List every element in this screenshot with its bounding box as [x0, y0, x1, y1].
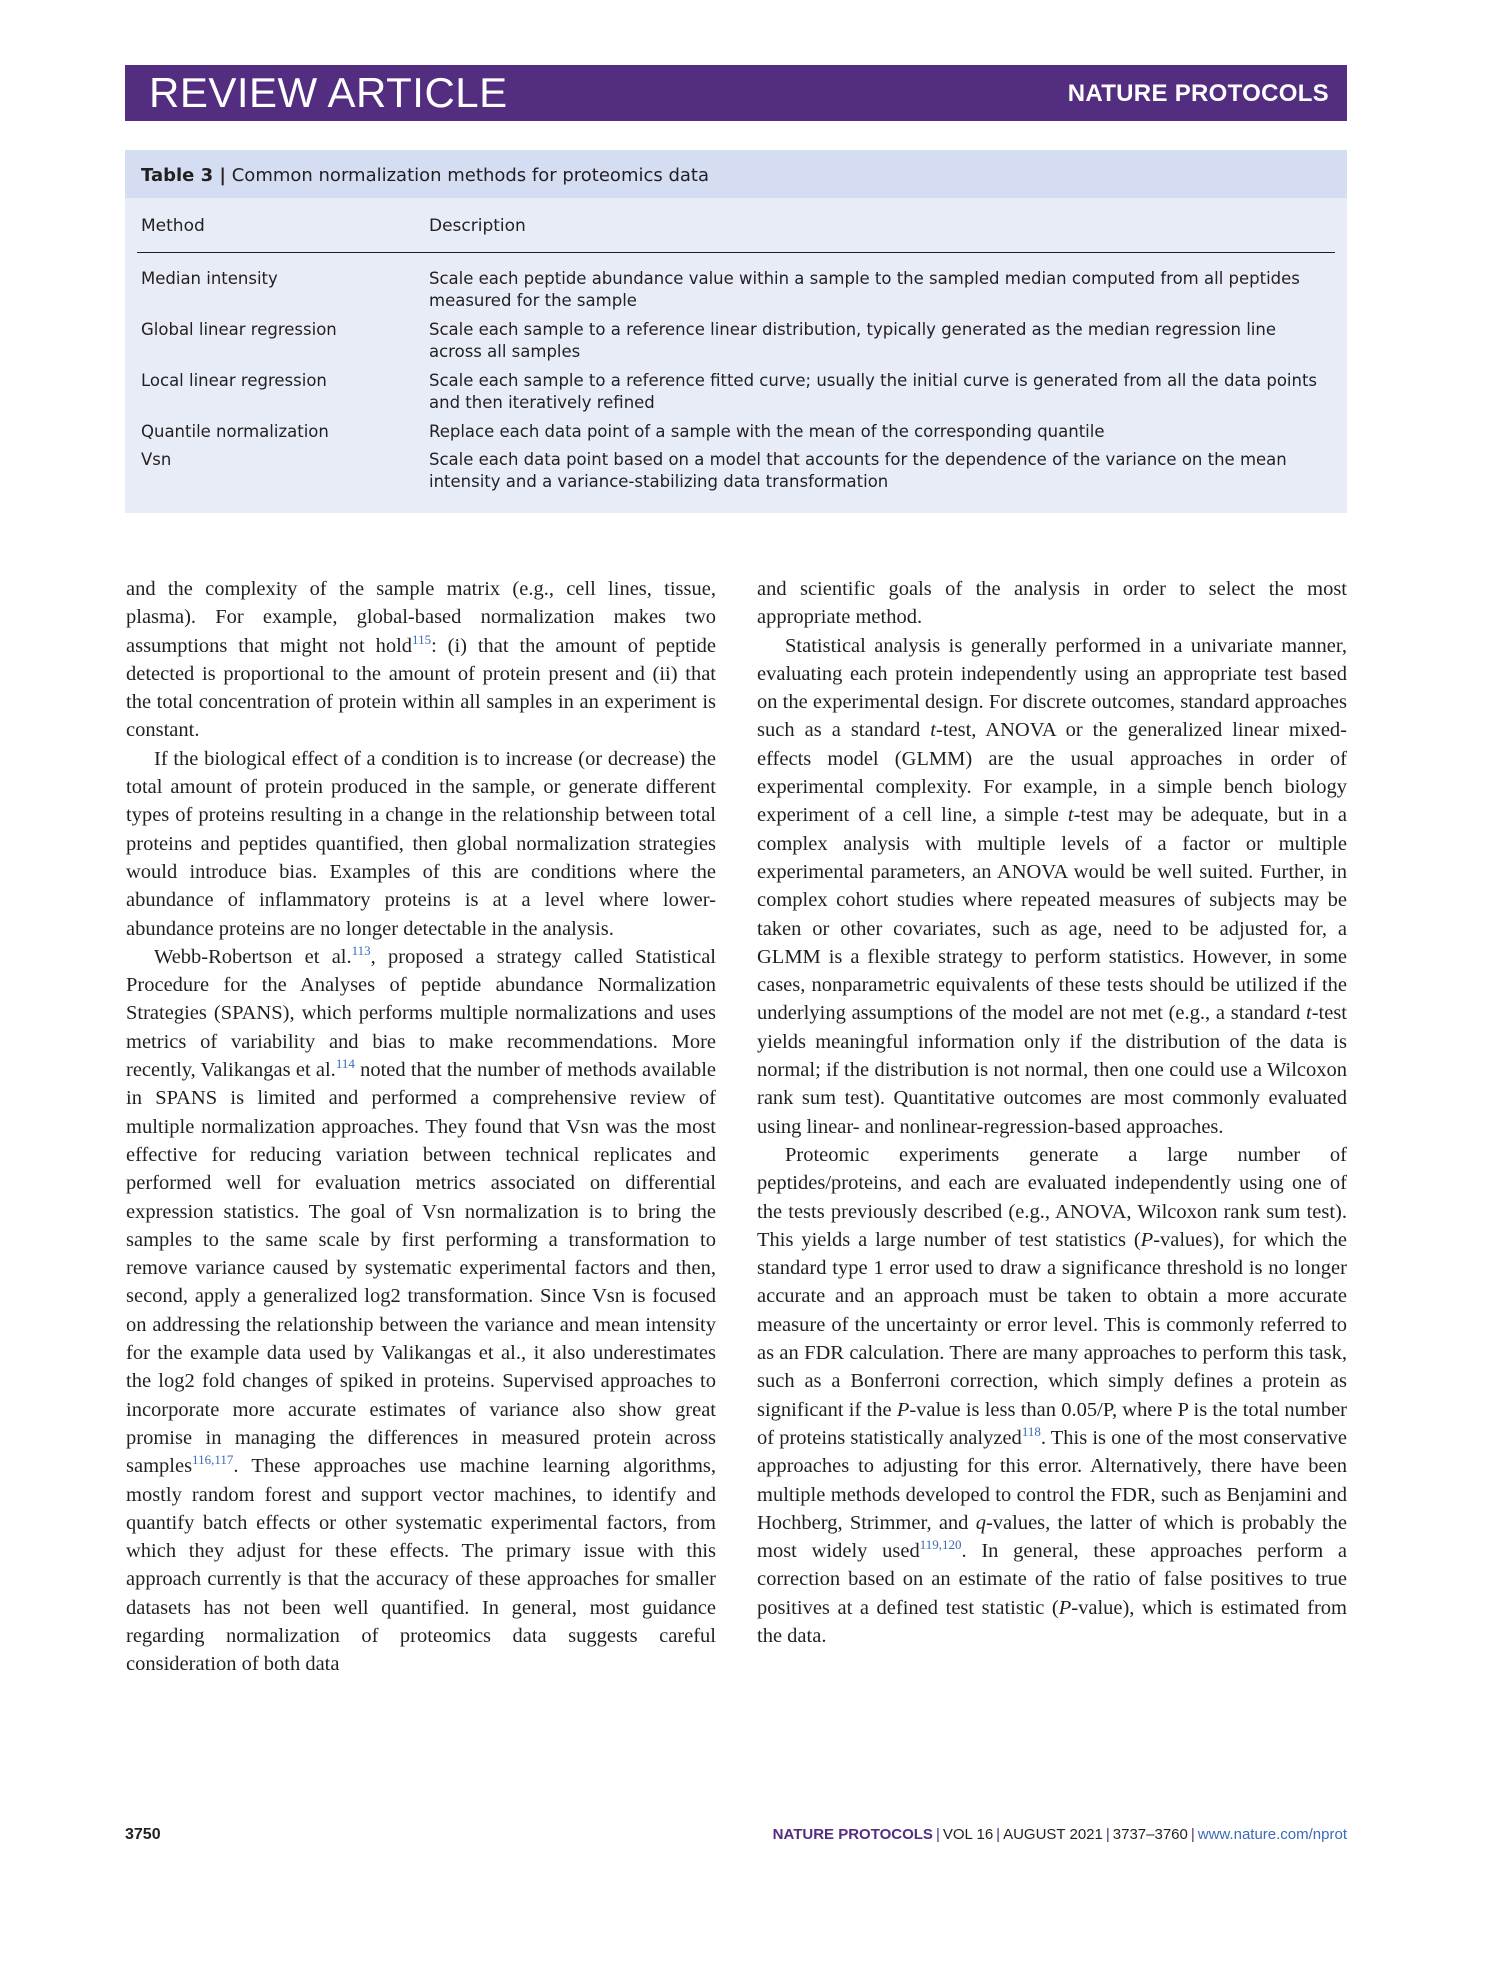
table-cell-description: Scale each sample to a reference linear distribution, typically generated as the median regression line across all samples: [429, 320, 1277, 361]
table-cell-description: Scale each data point based on a model that accounts for the dependence of the variance on the mean intensity and a variance-stabilizing data transformation: [429, 450, 1287, 491]
table-cell-method: Quantile normalization: [141, 422, 329, 441]
table-caption-bar: [125, 150, 1347, 198]
paragraph: Webb-Robertson et al.$^{113}$, proposed a strategy called Statistical Procedure for the Analyses of peptide abundance Normalization Strategies (SPANS), which performs multiple normalizations and uses metrics of variability and bias to make recommendations. More recently, Valikangas et al.$^{114}$ noted that the number of methods available in SPANS is limited and performed a comprehensive review of multiple normalization approaches. They found that Vsn was the most effective for reducing variation between technical replicates and performed well for evaluation metrics associated on differential expression statistics. The goal of Vsn normalization is to bring the samples to the same scale by first performing a transformation to remove variance caused by systematic experimental factors and then, second, apply a generalized log2 transformation. Since Vsn is focused on addressing the relationship between the variance and mean intensity for the example data used by Valikangas et al., it also underestimates the log2 fold changes of spiked in proteins. Supervised approaches to incorporate more accurate estimates of variance also show great promise in managing the differences in measured protein across samples$^{116,117}$. These approaches use machine learning algorithms, mostly random forest and support vector machines, to identify and quantify batch effects or other systematic experimental factors, from which they adjust for these effects. The primary issue with this approach currently is that the accuracy of these approaches for smaller datasets has not been well quantified. In general, most guidance regarding normalization of proteomics data suggests careful consideration of both data: [126, 943, 717, 1676]
reference-link[interactable]: 116,117: [192, 1452, 234, 1468]
reference-link[interactable]: 113: [351, 943, 371, 959]
footer-date: AUGUST 2021: [1003, 1826, 1103, 1843]
table-label: Table 3 |: [141, 165, 226, 186]
paragraph: If the biological effect of a condition is to increase (or decrease) the total amount of protein produced in the sample, or generate different types of proteins resulting in a change in the relationship between total proteins and peptides quantified, then global normalization strategies would introduce bias. Examples of this are conditions where the abundance of inflammatory proteins is at a level where lower-abundance proteins are no longer detectable in the analysis.: [126, 747, 716, 940]
table-cell-method: Local linear regression: [141, 371, 327, 390]
reference-link[interactable]: 119,120: [919, 1537, 962, 1553]
footer-volume: VOL 16: [942, 1826, 994, 1843]
journal-name: NATURE PROTOCOLS: [1067, 80, 1329, 107]
footer-journal: NATURE PROTOCOLS: [772, 1826, 933, 1843]
table-caption: [141, 165, 709, 187]
table-cell-method: Vsn: [141, 450, 172, 469]
reference-link[interactable]: 118: [1021, 1424, 1041, 1440]
table-title: Common normalization methods for proteomics data: [231, 165, 710, 186]
footer-pages: 3737–3760: [1112, 1826, 1188, 1843]
body-column-left: [126, 575, 716, 1679]
table-cell-description: Scale each peptide abundance value within a sample to the sampled median computed from all peptides measured for the sample: [429, 269, 1300, 310]
page-number: 3750: [125, 1826, 161, 1843]
table-3: [125, 150, 1347, 513]
reference-link[interactable]: 115: [412, 631, 432, 647]
footer-url-link[interactable]: www.nature.com/nprot: [1197, 1826, 1347, 1843]
column-header-description: Description: [429, 216, 526, 236]
table-header-rule: [137, 252, 1335, 253]
paragraph: Proteomic experiments generate a large number of peptides/proteins, and each are evaluated independently using one of the tests previously described (e.g., ANOVA, Wilcoxon rank sum test). This yields a large number of test statistics (P-values), for which the standard type 1 error used to draw a significance threshold is no longer accurate and an approach must be taken to obtain a more accurate measure of the uncertainty or error level. This is commonly referred to as an FDR calculation. There are many approaches to perform this task, such as a Bonferroni correction, which simply defines a protein as significant if the P-value is less than 0.05/P, where P is the total number of proteins statistically analyzed$^{118}$. This is one of the most conservative approaches to adjusting for this error. Alternatively, there have been multiple methods developed to control the FDR, such as Benjamini and Hochberg, Strimmer, and q-values, the latter of which is probably the most widely used$^{119,120}$. In general, these approaches perform a correction based on an estimate of the ratio of false positives to true positives at a defined test statistic (P-value), which is estimated from the data.: [757, 1143, 1347, 1647]
paragraph: and scientific goals of the analysis in order to select the most appropriate method.: [757, 578, 1347, 629]
paragraph: Statistical analysis is generally performed in a univariate manner, evaluating each protein independently using an appropriate test based on the experimental design. For discrete outcomes, standard approaches such as a standard t-test, ANOVA or the generalized linear mixed-effects model (GLMM) are the usual approaches in order of experimental complexity. For example, in a simple bench biology experiment of a cell line, a simple t-test may be adequate, but in a complex analysis with multiple levels of a factor or multiple experimental parameters, an ANOVA would be well suited. Further, in complex cohort studies where repeated measures of subjects may be taken or other covariates, such as age, need to be adjusted for, a GLMM is a flexible strategy to perform statistics. However, in some cases, nonparametric equivalents of these tests should be utilized if the underlying assumptions of the model are not met (e.g., a standard t-test yields meaningful information only if the distribution of the data is normal; if the distribution is not normal, then one could use a Wilcoxon rank sum test). Quantitative outcomes are most commonly evaluated using linear- and nonlinear-regression-based approaches.: [757, 634, 1347, 1138]
table-cell-method: Global linear regression: [141, 320, 337, 339]
column-header-method: Method: [141, 216, 205, 236]
table-cell-method: Median intensity: [141, 269, 278, 288]
reference-link[interactable]: 114: [335, 1056, 355, 1072]
header-bar: [125, 65, 1347, 121]
footer-citation: NATURE PROTOCOLS | VOL 16 | AUGUST 2021 | 3737–3760 | www.nature.com/nprot: [772, 1826, 1347, 1843]
table-cell-description: Scale each sample to a reference fitted curve; usually the initial curve is generated from all the data points and then iteratively refined: [429, 371, 1318, 412]
body-column-right: [757, 575, 1347, 1650]
section-label: REVIEW ARTICLE: [149, 69, 508, 116]
paragraph: and the complexity of the sample matrix (e.g., cell lines, tissue, plasma). For example, global-based normalization makes two assumptions that might not hold$^{115}$: (i) that the amount of peptide detected is proportional to the amount of protein present and (ii) that the total concentration of protein within all samples in an experiment is constant.: [126, 578, 716, 742]
table-cell-description: Replace each data point of a sample with the mean of the corresponding quantile: [429, 422, 1105, 441]
